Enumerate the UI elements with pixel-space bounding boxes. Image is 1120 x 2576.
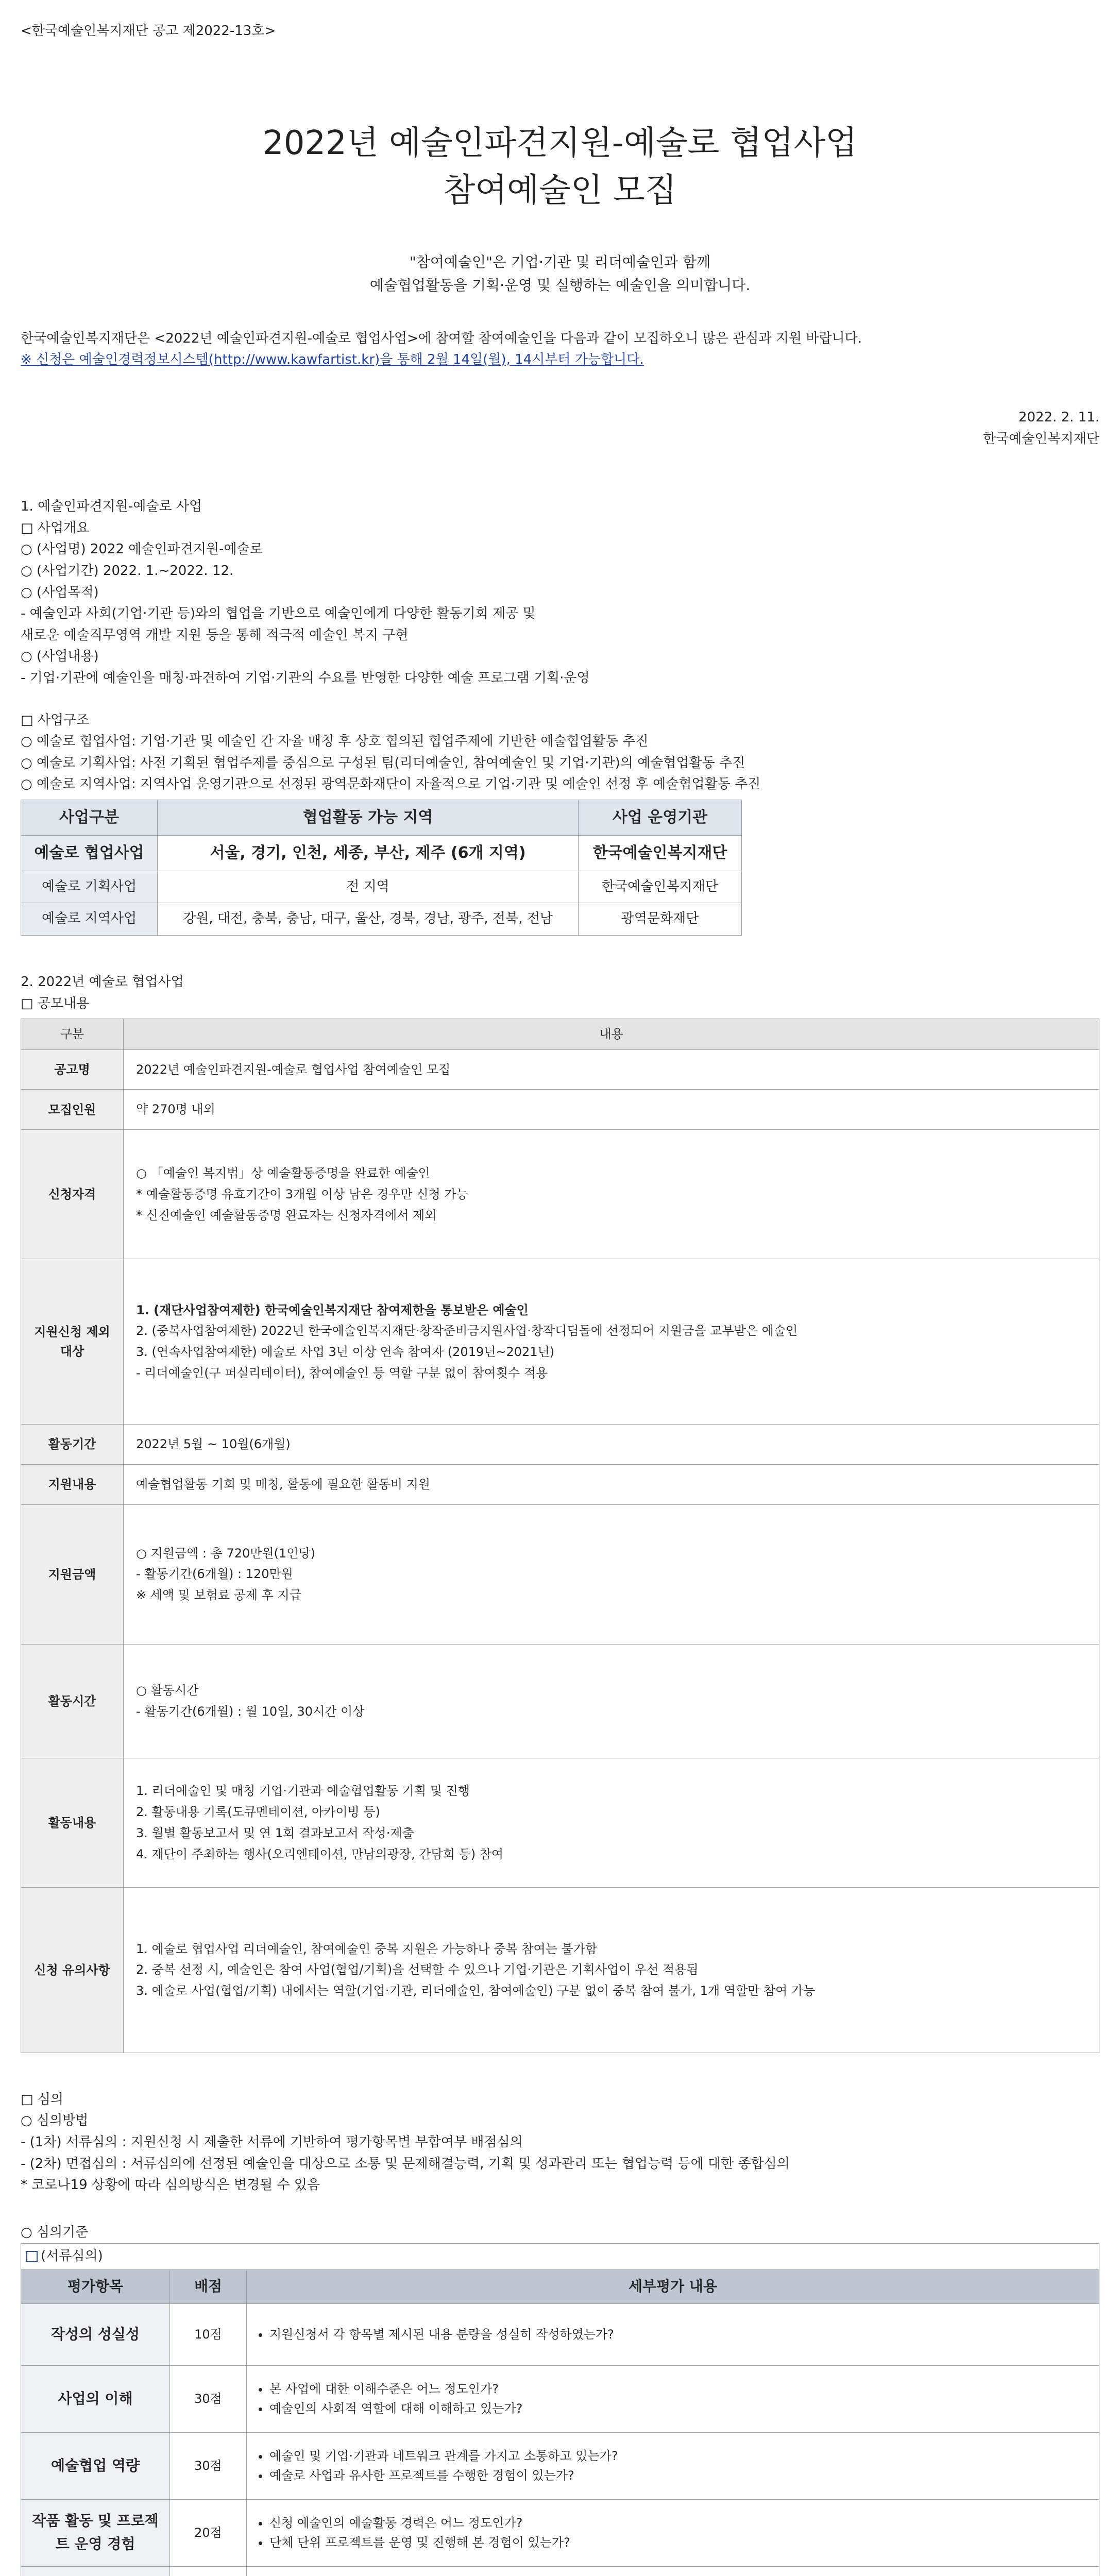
table-header: 협업활동 가능 지역 [158,800,579,835]
row-text: 2. (중복사업참여제한) 2022년 한국예술인복지재단·창작준비금지원사업·창작디딤돌에 선정되어 지원금을 교부받은 예술인 [136,1324,798,1338]
checkbox-icon [26,2251,38,2262]
section-2-sub: □ 공모내용 [21,995,90,1011]
lead-line-2[interactable]: ※ 신청은 예술인경력정보시스템(http://www.kawfartist.kr)을 통해 2월 14일(월), 14시부터 가능합니다. [21,352,644,368]
criteria-item: • 단체 단위 프로젝트를 운영 및 진행해 본 경험이 있는가? [269,2533,1092,2552]
row-score: 30점 [170,2365,247,2432]
row-items [247,2566,1099,2576]
table-header: 평가항목 [21,2269,170,2303]
intro-line-2: 예술협업활동을 기획·운영 및 실행하는 예술인을 의미합니다. [369,276,751,294]
doc-review-table [21,2269,1099,2576]
section-1-line: ○ (사업명) 2022 예술인파견지원-예술로 [21,541,263,557]
criteria-item: • 신청 예술인의 예술활동 경력은 어느 정도인가? [269,2513,1092,2533]
section-1-line: □ 사업개요 [21,520,90,536]
row-value [124,1504,1099,1644]
row-score: 20점 [170,2499,247,2566]
row-score: 10점 [170,2303,247,2365]
table-header-row [21,800,742,835]
table-cell: 예술로 기획사업 [21,871,158,903]
row-text: 3. 예술로 사업(협업/기획) 내에서는 역할(기업·기관, 리더예술인, 참여예술인) 구분 없이 중복 참여 불가, 1개 역할만 참여 가능 [136,1984,816,1998]
row-text: 4. 재단이 주최하는 행사(오리엔테이션, 만남의광장, 간담회 등) 참여 [136,1846,504,1861]
table-row [21,1130,1099,1259]
criteria-title: ○ 심의기준 [21,2224,89,2240]
table-cell: 광역문화재단 [578,903,741,936]
review-line: - (1차) 서류심의 : 지원신청 시 제출한 서류에 기반하여 평가항목별 부합여부 배점심의 [21,2134,523,2150]
row-items [247,2499,1099,2566]
table-header: 구분 [21,1019,124,1049]
section-2 [21,972,1099,2053]
table-header-row [21,2269,1099,2303]
page-title [21,120,1099,215]
row-text: 1. 리더예술인 및 매칭 기업·기관과 예술협업활동 기획 및 진행 [136,1784,470,1799]
row-value [124,1049,1099,1090]
table-cell: 한국예술인복지재단 [578,835,741,871]
row-text: 2022년 5월 ~ 10월(6개월) [136,1437,291,1452]
lead-text [21,328,1099,371]
structure-table [21,800,742,936]
table-cell: 한국예술인복지재단 [578,871,741,903]
table-row [21,1758,1099,1887]
structure-line: ○ 예술로 지역사업: 지역사업 운영기관으로 선정된 광역문화재단이 자율적으로 기업·기관 및 예술인 선정 후 예술협업활동 추진 [21,776,761,792]
row-text: * 예술활동증명 유효기간이 3개월 이상 남은 경우만 신청 가능 [136,1187,468,1201]
row-key: 활동내용 [21,1758,124,1887]
structure-line: ○ 예술로 기획사업: 사전 기획된 협업주제를 중심으로 구성된 팀(리더예술인, 참여예술인 및 기업·기관)의 예술협업활동 추진 [21,755,745,771]
row-key: 작성의 성실성 [21,2303,170,2365]
row-items [247,2303,1099,2365]
table-row [21,903,742,936]
table-header: 세부평가 내용 [247,2269,1099,2303]
table-row [21,1049,1099,1090]
criteria-item: • 예술인의 사회적 역할에 대해 이해하고 있는가? [269,2399,1092,2418]
section-1 [21,496,1099,936]
table-header: 내용 [124,1019,1099,1049]
table-row [21,871,742,903]
row-value [124,1887,1099,2053]
doc-review-label-text: (서류심의) [41,2248,103,2264]
row-key: 활동시간 [21,1644,124,1758]
review-line: ○ 심의방법 [21,2113,89,2129]
row-text: - 활동기간(6개월) : 120만원 [136,1567,293,1582]
notice-date: 2022. 2. 11. [1018,409,1099,425]
title-line-1: 2022년 예술인파견지원-예술로 협업사업 [262,124,857,162]
row-text: ○ 지원금액 : 총 720만원(1인당) [136,1546,316,1561]
row-text: 2. 활동내용 기록(도큐멘테이션, 아카이빙 등) [136,1805,380,1820]
row-text: 약 270명 내외 [136,1102,215,1117]
row-key [21,2566,170,2576]
criteria-item: • 본 사업에 대한 이해수준은 어느 정도인가? [269,2379,1092,2399]
section-2-title: 2. 2022년 예술로 협업사업 [21,974,184,990]
structure-title: □ 사업구조 [21,712,90,728]
section-1-line: - 기업·기관에 예술인을 매칭·파견하여 기업·기관의 수요를 반영한 다양한 예술 프로그램 기획·운영 [21,670,590,686]
row-text: * 신진예술인 예술활동증명 완료자는 신청자격에서 제외 [136,1208,437,1223]
row-value [124,1130,1099,1259]
criteria-item: • 예술인 및 기업·기관과 네트워크 관계를 가지고 소통하고 있는가? [269,2446,1092,2466]
table-row [21,1504,1099,1644]
row-text: 2022년 예술인파견지원-예술로 협업사업 참여예술인 모집 [136,1062,451,1077]
intro [21,251,1099,297]
section-1-line: ○ (사업기간) 2022. 1.~2022. 12. [21,563,234,579]
row-key: 지원신청 제외대상 [21,1259,124,1425]
lead-line-1: 한국예술인복지재단은 <2022년 예술인파견지원-예술로 협업사업>에 참여할 참여예술인을 다음과 같이 모집하오니 많은 관심과 지원 바랍니다. [21,330,862,346]
table-cell: 전 지역 [158,871,579,903]
row-key: 활동기간 [21,1425,124,1465]
row-text: 1. 예술로 협업사업 리더예술인, 참여예술인 중복 지원은 가능하나 중복 참여는 불가함 [136,1941,598,1956]
row-key: 신청 유의사항 [21,1887,124,2053]
row-text: 예술협업활동 기회 및 매칭, 활동에 필요한 활동비 지원 [136,1477,431,1492]
review-line: - (2차) 면접심의 : 서류심의에 선정된 예술인을 대상으로 소통 및 문제해결능력, 기획 및 성과관리 또는 협업능력 등에 대한 종합심의 [21,2156,790,2172]
table-row [21,2432,1099,2499]
table-cell: 예술로 지역사업 [21,903,158,936]
review-section [21,2089,1099,2576]
row-text: ○ 활동시간 [136,1683,199,1698]
table-header: 배점 [170,2269,247,2303]
row-key: 지원내용 [21,1465,124,1505]
notice-org: 한국예술인복지재단 [982,431,1099,447]
table-row [21,2303,1099,2365]
row-text: ○ 「예술인 복지법」상 예술활동증명을 완료한 예술인 [136,1166,430,1181]
row-key: 예술협업 역량 [21,2432,170,2499]
row-text: 2. 중복 선정 시, 예술인은 참여 사업(협업/기획)을 선택할 수 있으나 기업·기관은 기획사업이 우선 적용됨 [136,1962,699,1977]
section-1-title: 1. 예술인파견지원-예술로 사업 [21,499,202,515]
doc-review-label [21,2243,1099,2269]
section-1-line: ○ (사업내용) [21,649,99,665]
row-text: 3. 월별 활동보고서 및 연 1회 결과보고서 작성·제출 [136,1825,414,1840]
row-text: 1. (재단사업참여제한) 한국예술인복지재단 참여제한을 통보받은 예술인 [136,1302,529,1317]
table-row [21,1425,1099,1465]
row-key: 작품 활동 및 프로젝트 운영 경험 [21,2499,170,2566]
row-key: 지원금액 [21,1504,124,1644]
row-text: ※ 세액 및 보험료 공제 후 지급 [136,1588,301,1603]
row-text: - 활동기간(6개월) : 월 10일, 30시간 이상 [136,1704,365,1719]
row-items [247,2432,1099,2499]
table-header: 사업 운영기관 [578,800,741,835]
table-row [21,2499,1099,2566]
table-header-row [21,1019,1099,1049]
criteria-item: • 지원신청서 각 항목별 제시된 내용 분량을 성실히 작성하였는가? [269,2325,1092,2344]
row-value [124,1425,1099,1465]
row-items [247,2365,1099,2432]
table-row [21,2566,1099,2576]
table-cell: 예술로 협업사업 [21,835,158,871]
row-value [124,1758,1099,1887]
table-row [21,1259,1099,1425]
row-value [124,1465,1099,1505]
table-row [21,835,742,871]
section-1-line: - 예술인과 사회(기업·기관 등)와의 협업을 기반으로 예술인에게 다양한 활동기회 제공 및 [21,606,536,622]
section-1-line: 새로운 예술직무영역 개발 지원 등을 통해 적극적 예술인 복지 구현 [21,627,409,643]
row-key: 사업의 이해 [21,2365,170,2432]
review-line: * 코로나19 상황에 따라 심의방식은 변경될 수 있음 [21,2177,320,2193]
row-key: 모집인원 [21,1090,124,1130]
row-value [124,1090,1099,1130]
recruit-table [21,1019,1099,2053]
review-title: □ 심의 [21,2091,64,2107]
table-row [21,1465,1099,1505]
table-cell: 서울, 경기, 인천, 세종, 부산, 제주 (6개 지역) [158,835,579,871]
row-score [170,2566,247,2576]
row-key: 공고명 [21,1049,124,1090]
intro-line-1: "참여예술인"은 기업·기관 및 리더예술인과 함께 [409,253,711,271]
table-row [21,1090,1099,1130]
table-row [21,2365,1099,2432]
section-1-line: ○ (사업목적) [21,584,99,600]
row-key: 신청자격 [21,1130,124,1259]
criteria-item: • 예술로 사업과 유사한 프로젝트를 수행한 경험이 있는가? [269,2466,1092,2485]
row-value [124,1259,1099,1425]
notice-number: <한국예술인복지재단 공고 제2022-13호> [21,23,276,39]
row-text: - 리더예술인(구 퍼실리테이터), 참여예술인 등 역할 구분 없이 참여횟수 적용 [136,1366,548,1381]
row-value [124,1644,1099,1758]
title-line-2: 참여예술인 모집 [443,172,677,210]
row-text: 3. (연속사업참여제한) 예술로 사업 3년 이상 연속 참여자 (2019년~2021년) [136,1345,555,1360]
structure-line: ○ 예술로 협업사업: 기업·기관 및 예술인 간 자율 매칭 후 상호 협의된 협업주제에 기반한 예술협업활동 추진 [21,734,649,750]
row-score: 30점 [170,2432,247,2499]
table-row [21,1887,1099,2053]
table-row [21,1644,1099,1758]
table-header: 사업구분 [21,800,158,835]
table-cell: 강원, 대전, 충북, 충남, 대구, 울산, 경북, 경남, 광주, 전북, 전남 [158,903,579,936]
date-block [21,407,1099,450]
